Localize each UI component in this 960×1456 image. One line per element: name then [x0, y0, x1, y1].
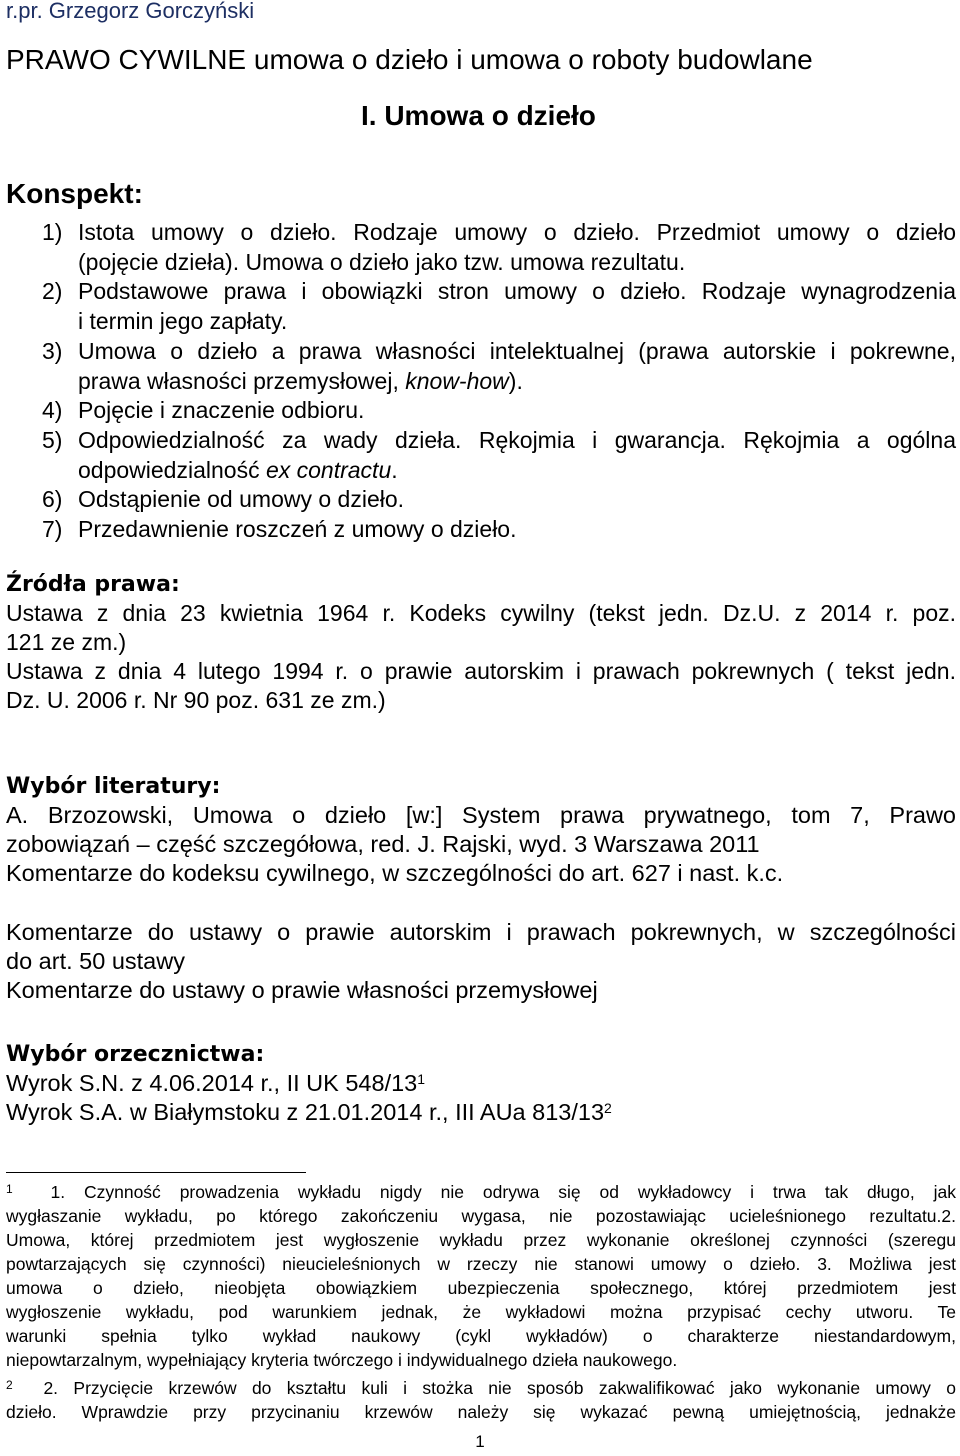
list-item-number: 1) [42, 219, 63, 245]
footnote-line: umowa o dzieło, nieobjęta obowiązkiem ubezpieczenia społecznego, której przedmiotem jest [6, 1278, 956, 1298]
list-item-number: 4) [42, 397, 63, 424]
rulings-section [6, 1040, 956, 1127]
footnote-line: warunki spełnia tylko wykład naukowy (cykl wykładów) o charakterze niestandardowym, [6, 1326, 956, 1346]
literature-line: do art. 50 ustawy [6, 948, 185, 974]
list-item [42, 396, 956, 426]
footnote-line: $^2$ 2. Przycięcie krzewów do kształtu kuli i stożka nie sposób zakwalifikować jako wykonanie umowy o [6, 1378, 956, 1398]
list-item-number: 2) [42, 278, 63, 305]
page-number: 1 [475, 1432, 485, 1451]
list-item [42, 218, 956, 277]
footnote-divider [6, 1172, 306, 1173]
footnote-line: wygłoszenie wykładu, pod warunkiem jednak, że wykładowi można przypisać cechy utworu. Te [6, 1302, 956, 1322]
footnote-ref[interactable]: 1 [417, 1071, 426, 1087]
footnote-mark: 1 [6, 1182, 13, 1196]
author-line: r.pr. Grzegorz Gorczyński [6, 0, 255, 23]
source-line: Ustawa z dnia 4 lutego 1994 r. o prawie autorskim i prawach pokrewnych ( tekst jedn. [6, 658, 956, 684]
list-item-text: i termin jego zapłaty. [78, 308, 288, 335]
literature-line: Komentarze do kodeksu cywilnego, w szczególności do art. 627 i nast. k.c. [6, 860, 784, 886]
footnote-line: niepowtarzalnym, wypełniający kryteria twórczego i indywidualnego dzieła naukowego. [6, 1350, 678, 1370]
footnote-line: powtarzających się czynności) nieucieleśnionych w rzeczy nie stanowi umowy o dzieło. 3. Możliwa jest [6, 1254, 956, 1274]
list-item-number: 3) [42, 337, 63, 364]
ruling-line: Wyrok S.N. z 4.06.2014 r., II UK $548/13^1$ [6, 1070, 426, 1096]
source-line: Ustawa z dnia 23 kwietnia 1964 r. Kodeks cywilny (tekst jedn. Dz.U. z 2014 r. poz. [6, 600, 956, 626]
list-item [42, 485, 956, 515]
literature-line: A. Brzozowski, Umowa o dzieło [w:] System prawa prywatnego, tom 7, Prawo [6, 802, 956, 828]
list-item [42, 337, 956, 396]
footnote-ref[interactable]: 2 [604, 1100, 612, 1116]
part-heading: I. Umowa o dzieło [361, 100, 596, 131]
list-item-text: odpowiedzialność ex contractu. [78, 456, 398, 483]
konspekt-list [42, 218, 956, 545]
list-item-text: Pojęcie i znaczenie odbioru. [78, 397, 365, 424]
list-item-text: Odstąpienie od umowy o dzieło. [78, 486, 405, 513]
document-title: PRAWO CYWILNE umowa o dzieło i umowa o roboty budowlane [6, 44, 813, 75]
list-item [42, 515, 956, 545]
source-line: Dz. U. 2006 r. Nr 90 poz. 631 ze zm.) [6, 687, 386, 713]
footnote-mark: 2 [6, 1378, 13, 1392]
list-item-number: 5) [42, 426, 63, 453]
source-line: 121 ze zm.) [6, 629, 127, 655]
sources-section [6, 570, 956, 715]
footnote-line: wygłaszanie wykładu, po którego zakończeniu wygasa, nie pozostawiając ucieleśnionego rezultatu.2. [6, 1206, 956, 1226]
literature-section [6, 772, 956, 1005]
list-item [42, 426, 956, 485]
sources-heading: Źródła prawa: [6, 572, 180, 597]
literature-line: zobowiązań – część szczegółowa, red. J. Rajski, wyd. 3 Warszawa 2011 [6, 831, 760, 857]
konspekt-heading: Konspekt: [6, 178, 143, 209]
list-item-text: Odpowiedzialność za wady dzieła. Rękojmia i gwarancja. Rękojmia a ogólna [78, 426, 956, 453]
literature-line: Komentarze do ustawy o prawie własności przemysłowej [6, 977, 598, 1003]
footnote-line: Umowa, której przedmiotem jest wygłoszenie wykładu przez wykonanie określonej czynności (szeregu [6, 1230, 956, 1250]
list-item-number: 7) [42, 516, 63, 543]
literature-heading: Wybór literatury: [6, 774, 221, 799]
footnote-line: $^1$ 1. Czynność prowadzenia wykładu nigdy nie odrywa się od wykładowcy i trwa tak długo, jak [6, 1182, 956, 1202]
list-item-number: 6) [42, 486, 63, 513]
rulings-heading: Wybór orzecznictwa: [6, 1042, 265, 1067]
list-item-text: Podstawowe prawa i obowiązki stron umowy o dzieło. Rodzaje wynagrodzenia [78, 278, 956, 305]
footnote-line: dzieło. Wprawdzie przy przycinaniu krzewów należy się wykazać pewną umiejętnością, jednakże [6, 1402, 956, 1422]
list-item-text: prawa własności przemysłowej, know-how). [78, 367, 523, 394]
list-item-text: Umowa o dzieło a prawa własności intelektualnej (prawa autorskie i pokrewne, [78, 337, 956, 364]
footnotes [6, 1180, 956, 1424]
list-item [42, 277, 956, 336]
list-item-text: Istota umowy o dzieło. Rodzaje umowy o dzieło. Przedmiot umowy o dzieło [78, 219, 956, 245]
ruling-line: Wyrok S.A. w Białymstoku z 21.01.2014 r., III AUa $813/13^2$ [6, 1099, 612, 1125]
literature-line: Komentarze do ustawy o prawie autorskim i prawach pokrewnych, w szczególności [6, 919, 956, 945]
list-item-text: (pojęcie dzieła). Umowa o dzieło jako tzw. umowa rezultatu. [78, 248, 686, 275]
list-item-text: Przedawnienie roszczeń z umowy o dzieło. [78, 516, 517, 543]
